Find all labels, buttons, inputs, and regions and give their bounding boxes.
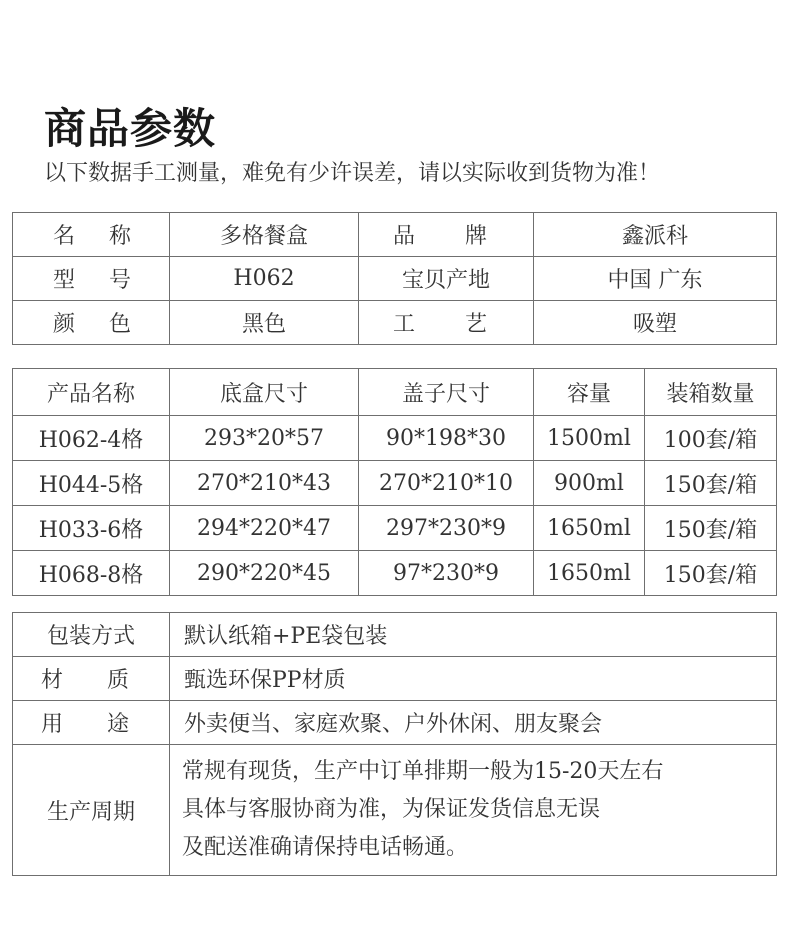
value-cell: 黑色 (170, 301, 359, 345)
label-cell (13, 213, 170, 257)
table-row (13, 701, 777, 745)
table-header-row (13, 369, 777, 416)
value-cell: 甄选环保PP材质 (170, 657, 777, 701)
label-char: 型 (53, 268, 76, 293)
value-cell: 吸塑 (534, 301, 777, 345)
text-line: 具体与客服协商为准，为保证发货信息无误 (182, 797, 601, 822)
table-row (13, 506, 777, 551)
spec-table (12, 368, 777, 596)
value-cell: 中国 广东 (534, 257, 777, 301)
text-line: 常规有现货，生产中订单排期一般为15-20天左右 (182, 759, 664, 784)
label-char: 品 (393, 224, 416, 249)
label-char: 用 (41, 712, 64, 737)
details-table (12, 612, 777, 876)
value-cell: H062 (170, 257, 359, 301)
label-char: 名 (53, 224, 76, 249)
table-cell: 900ml (534, 461, 645, 506)
table-row (13, 257, 777, 301)
label-char: 途 (106, 712, 129, 737)
table-cell: H068-8格 (13, 551, 170, 596)
column-header: 装箱数量 (645, 369, 777, 416)
column-header: 产品名称 (13, 369, 170, 416)
value-cell (170, 745, 777, 876)
basic-info-table (12, 212, 777, 345)
label-char: 艺 (464, 312, 487, 337)
table-row (13, 745, 777, 876)
table-row (13, 461, 777, 506)
label-cell: 包装方式 (13, 613, 170, 657)
table-cell: H033-6格 (13, 506, 170, 551)
label-cell: 宝贝产地 (359, 257, 534, 301)
table-cell: 297*230*9 (359, 506, 534, 551)
label-char: 牌 (464, 224, 487, 249)
table-cell: 100套/箱 (645, 416, 777, 461)
table-row (13, 301, 777, 345)
column-header: 底盒尺寸 (170, 369, 359, 416)
value-cell: 鑫派科 (534, 213, 777, 257)
table-cell: 150套/箱 (645, 506, 777, 551)
table-cell: 270*210*43 (170, 461, 359, 506)
label-char: 号 (108, 268, 131, 293)
text-line: 及配送准确请保持电话畅通。 (182, 835, 469, 860)
column-header: 容量 (534, 369, 645, 416)
table-cell: 1650ml (534, 551, 645, 596)
value-cell: 默认纸箱+PE袋包装 (170, 613, 777, 657)
label-cell (359, 213, 534, 257)
page-subtitle: 以下数据手工测量，难免有少许误差，请以实际收到货物为准！ (44, 161, 661, 186)
table-row (13, 657, 777, 701)
value-cell: 多格餐盒 (170, 213, 359, 257)
label-cell (13, 257, 170, 301)
label-char: 材 (41, 668, 64, 693)
table-row (13, 613, 777, 657)
table-cell: 290*220*45 (170, 551, 359, 596)
table-cell: 293*20*57 (170, 416, 359, 461)
label-char: 质 (106, 668, 129, 693)
table-cell: 150套/箱 (645, 551, 777, 596)
table-cell: H062-4格 (13, 416, 170, 461)
label-cell (359, 301, 534, 345)
label-cell (13, 301, 170, 345)
label-cell (13, 657, 170, 701)
label-char: 工 (393, 312, 416, 337)
table-row (13, 416, 777, 461)
table-cell: 1500ml (534, 416, 645, 461)
page-title: 商品参数 (44, 104, 217, 153)
table-row (13, 551, 777, 596)
table-cell: 90*198*30 (359, 416, 534, 461)
table-cell: 294*220*47 (170, 506, 359, 551)
table-cell: H044-5格 (13, 461, 170, 506)
table-cell: 97*230*9 (359, 551, 534, 596)
table-cell: 1650ml (534, 506, 645, 551)
label-cell: 生产周期 (13, 745, 170, 876)
table-row (13, 213, 777, 257)
value-cell: 外卖便当、家庭欢聚、户外休闲、朋友聚会 (170, 701, 777, 745)
column-header: 盖子尺寸 (359, 369, 534, 416)
label-cell (13, 701, 170, 745)
table-cell: 270*210*10 (359, 461, 534, 506)
table-cell: 150套/箱 (645, 461, 777, 506)
label-char: 颜 (53, 312, 76, 337)
label-char: 称 (108, 224, 131, 249)
label-char: 色 (108, 312, 131, 337)
